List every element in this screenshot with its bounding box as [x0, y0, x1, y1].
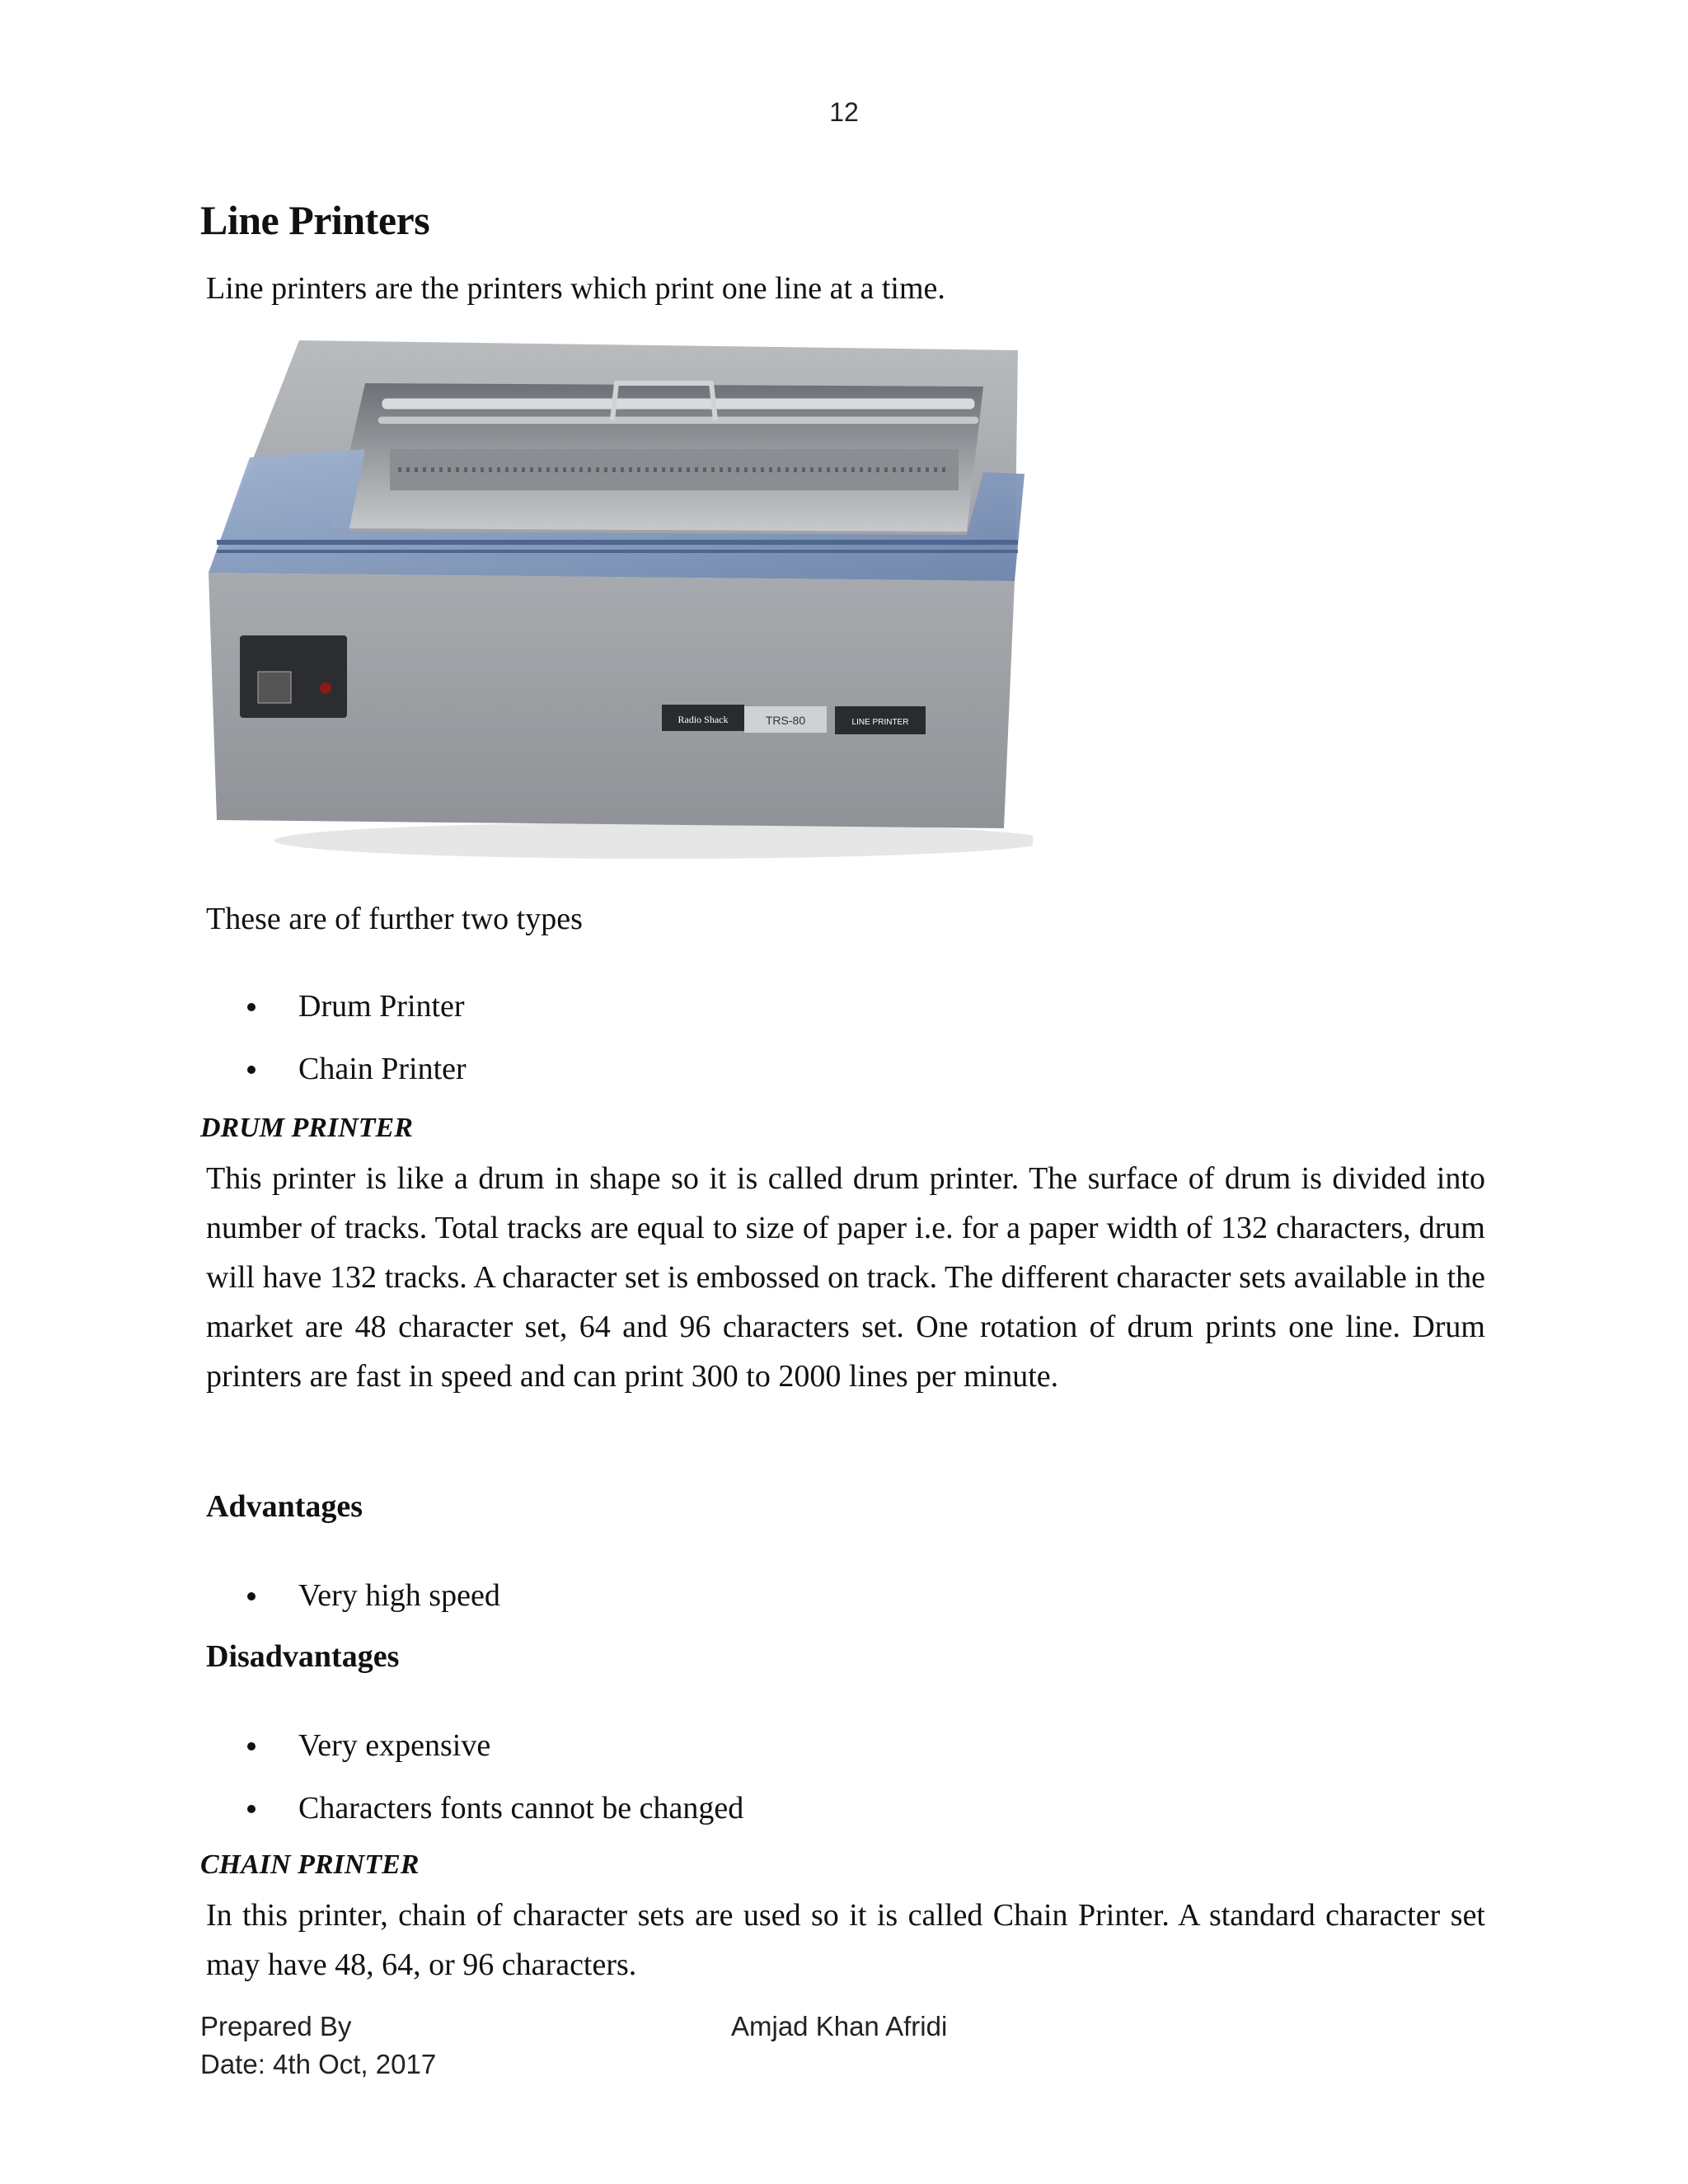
types-list: [206, 975, 467, 1100]
list-item: Characters fonts cannot be changed: [206, 1777, 743, 1840]
badge-model: TRS-80: [765, 714, 806, 727]
intro-text: Line printers are the printers which print one line at a time.: [206, 271, 945, 306]
page-title: Line Printers: [200, 197, 430, 243]
bullet-icon: [247, 1805, 256, 1813]
list-item: Chain Printer: [206, 1038, 467, 1100]
drum-printer-heading: DRUM PRINTER: [200, 1113, 413, 1143]
page-number: 12: [829, 97, 859, 127]
bullet-icon: [247, 1003, 256, 1011]
badge-brand: Radio Shack: [678, 714, 729, 725]
footer-prepared-by: Prepared By: [200, 2011, 352, 2041]
list-item: Drum Printer: [206, 975, 467, 1038]
bullet-icon: [247, 1066, 256, 1074]
disadvantages-heading: Disadvantages: [206, 1639, 400, 1674]
advantages-heading: Advantages: [206, 1489, 363, 1524]
list-item: Very high speed: [206, 1564, 500, 1627]
bullet-icon: [247, 1742, 256, 1750]
chain-printer-heading: CHAIN PRINTER: [200, 1849, 420, 1880]
disadvantages-list: [206, 1714, 743, 1840]
list-item: Very expensive: [206, 1714, 743, 1777]
chain-printer-paragraph: In this printer, chain of character sets are used so it is called Chain Printer. A standard character set may have 48, 64, or 96 characters.: [206, 1898, 1485, 1982]
bullet-icon: [247, 1592, 256, 1601]
line-printer-image: [200, 334, 1033, 861]
footer-author: Amjad Khan Afridi: [731, 2011, 948, 2041]
drum-printer-paragraph: This printer is like a drum in shape so it is called drum printer. The surface of drum is divided into number of tracks. Total tracks are equal to size of paper i.e. for a paper width of 132 characters, drum will have 132 tracks. A character set is embossed on track. The different character sets available in the market are 48 character set, 64 and 96 characters set. One rotation of drum prints one line. Drum printers are fast in speed and can print 300 to 2000 lines per minute.: [206, 1161, 1485, 1394]
advantages-list: [206, 1564, 500, 1627]
footer-date: Date: 4th Oct, 2017: [200, 2049, 437, 2079]
badge-label: LINE PRINTER: [851, 718, 909, 727]
types-intro: These are of further two types: [206, 902, 583, 936]
